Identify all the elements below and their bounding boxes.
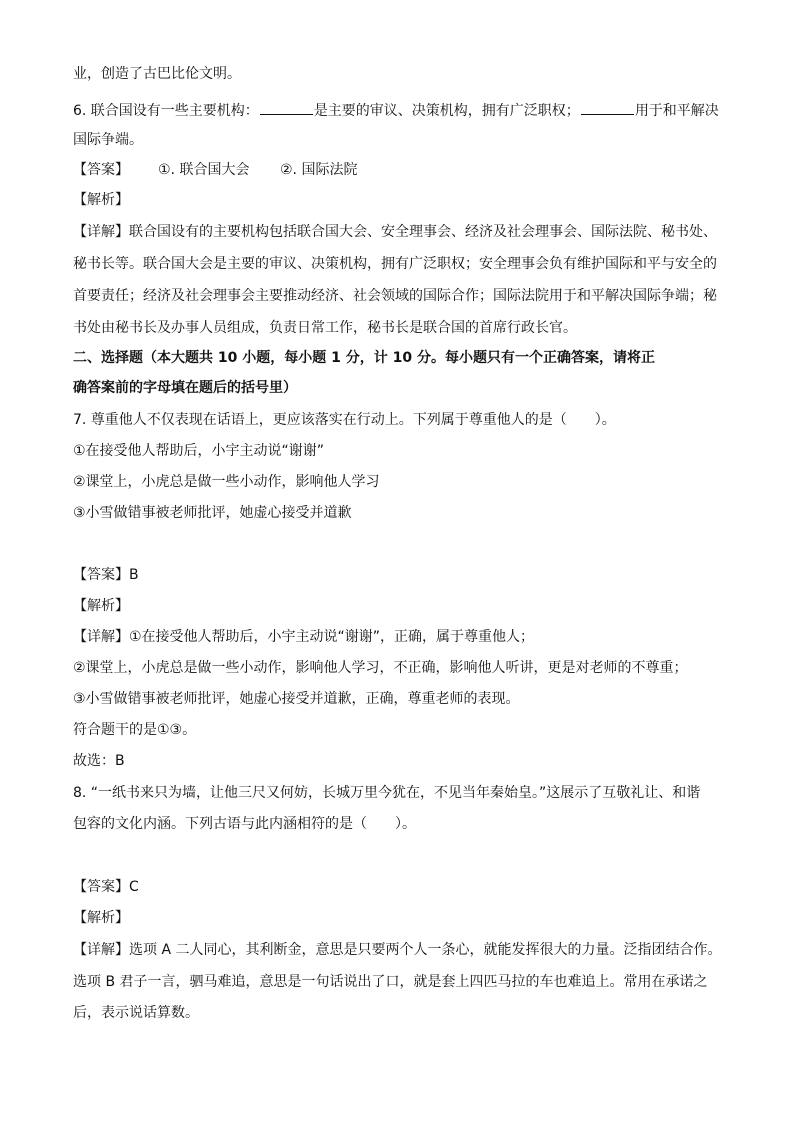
- question-6: [73, 100, 733, 121]
- explanation-line: ③小雪做错事被老师批评，她虚心接受并道歉，正确，尊重老师的表现。: [73, 691, 520, 707]
- analysis-label: 【解析】: [73, 910, 129, 926]
- text-line: 业，创造了古巴比伦文明。: [73, 66, 241, 82]
- explanation-line: 故选：B: [73, 753, 125, 769]
- analysis-label: 【解析】: [73, 598, 129, 614]
- statement-line: ③小雪做错事被老师批评，她虚心接受并道歉: [73, 505, 352, 521]
- answer-6-item-1: ①. 联合国大会: [158, 162, 250, 178]
- explanation-line: 首要责任；经济及社会理事会主要推动经济、社会领域的国际合作；国际法院用于和平解决国际争端；秘: [73, 288, 717, 304]
- answer-8: 【答案】C: [73, 879, 139, 895]
- text-line: 国际争端。: [73, 132, 143, 148]
- question-6-part: 用于和平解决: [634, 103, 719, 119]
- explanation-line: 书处由秘书长及办事人员组成，负责日常工作，秘书长是联合国的首席行政长官。: [73, 320, 577, 336]
- fill-blank-1: [260, 100, 313, 115]
- explanation-line: 选项 B 君子一言，驷马难追，意思是一句话说出了口，就是套上四匹马拉的车也难追上。常用在承诺之: [73, 974, 708, 990]
- explanation-line: 后，表示说话算数。: [73, 1005, 199, 1021]
- question-6-part: 6. 联合国设有一些主要机构：: [73, 103, 259, 119]
- answer-6: [73, 160, 733, 180]
- question-6-part: 是主要的审议、决策机构，拥有广泛职权；: [313, 103, 580, 119]
- explanation-line: 【详解】联合国设有的主要机构包括联合国大会、安全理事会、经济及社会理事会、国际法院、秘书处、: [73, 224, 717, 240]
- answer-7: 【答案】B: [73, 567, 139, 583]
- question-8: 包容的文化内涵。下列古语与此内涵相符的是（ ）。: [73, 816, 416, 832]
- answer-label: 【答案】: [73, 162, 129, 178]
- explanation-line: ②课堂上，小虎总是做一些小动作，影响他人学习，不正确，影响他人听讲，更是对老师的不尊重；: [73, 660, 688, 676]
- question-8: 8. “一纸书来只为墙，让他三尺又何妨，长城万里今犹在，不见当年秦始皇。”这展示了互敬礼让、和谐: [73, 785, 701, 801]
- question-7: 7. 尊重他人不仅表现在话语上，更应该落实在行动上。下列属于尊重他人的是（ ）。: [73, 412, 616, 428]
- answer-6-item-2: ②. 国际法院: [280, 162, 358, 178]
- explanation-line: 【详解】选项 A 二人同心，其利断金，意思是只要两个人一条心，就能发挥很大的力量。泛指团结合作。: [73, 942, 722, 958]
- analysis-label: 【解析】: [73, 192, 129, 208]
- explanation-line: 秘书长等。联合国大会是主要的审议、决策机构，拥有广泛职权；安全理事会负有维护国际和平与安全的: [73, 256, 717, 272]
- statement-line: ②课堂上，小虎总是做一些小动作，影响他人学习: [73, 474, 380, 490]
- section-heading: 确答案前的字母填在题后的括号里）: [73, 380, 297, 396]
- explanation-line: 【详解】①在接受他人帮助后，小宇主动说“谢谢”，正确，属于尊重他人；: [73, 629, 535, 645]
- fill-blank-2: [581, 100, 634, 115]
- explanation-line: 符合题干的是①③。: [73, 722, 197, 738]
- statement-line: ①在接受他人帮助后，小宇主动说“谢谢”: [73, 443, 325, 459]
- section-heading: 二、选择题（本大题共 10 小题，每小题 1 分，计 10 分。每小题只有一个正确答案，请将正: [73, 350, 655, 366]
